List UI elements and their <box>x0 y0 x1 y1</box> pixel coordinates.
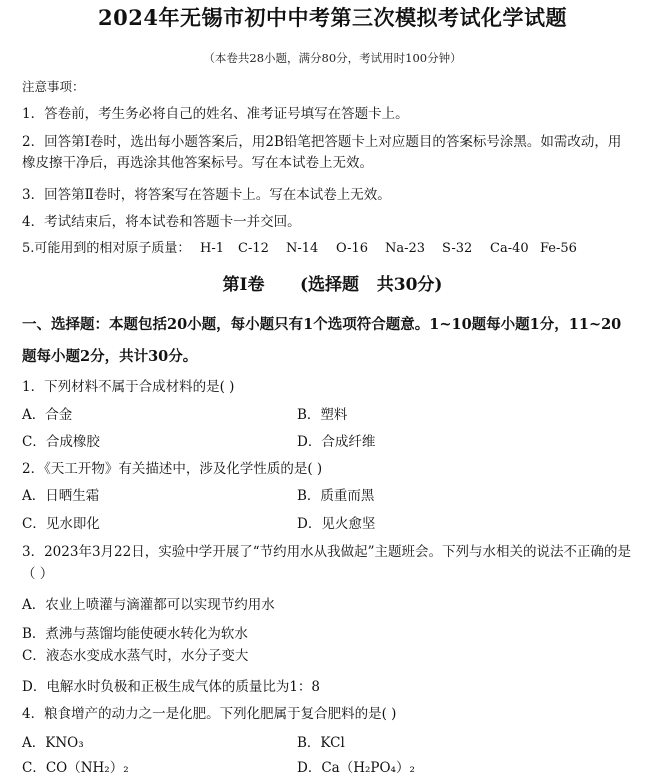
notice-item-4: 4．考试结束后，将本试卷和答题卡一并交回。 <box>22 214 301 230</box>
question-4-option-c: C．CO（NH₂）₂ <box>22 760 129 776</box>
atomic-mass-o: O-16 <box>336 241 369 256</box>
question-4-option-d: D．Ca（H₂PO₄）₂ <box>297 760 415 776</box>
question-4-stem: 4．粮食增产的动力之一是化肥。下列化肥属于复合肥料的是( ) <box>22 706 397 722</box>
document-title: 2024年无锡市初中中考第三次模拟考试化学试题 <box>98 5 567 30</box>
question-3-option-d: D．电解水时负极和正极生成气体的质量比为1：8 <box>22 679 321 695</box>
question-3-option-a: A．农业上喷灌与滴灌都可以实现节约用水 <box>22 597 275 613</box>
section-heading: 第Ⅰ卷 (选择题 共30分) <box>222 275 443 295</box>
atomic-mass-na: Na-23 <box>385 241 426 256</box>
notice-item-2: 2．回答第Ⅰ卷时，选出每小题答案后，用2B铅笔把答题卡上对应题目的答案标号涂黑。如需改动，用 <box>22 134 622 150</box>
atomic-mass-line <box>22 241 577 257</box>
question-3-option-b: B．煮沸与蒸馏均能使硬水转化为软水 <box>22 626 248 642</box>
question-2-stem: 2．《天工开物》有关描述中，涉及化学性质的是( ) <box>22 461 323 477</box>
question-1-option-a: A．合金 <box>22 407 73 423</box>
question-3-stem-cont: （ ） <box>22 566 54 582</box>
question-1-option-c: C．合成橡胶 <box>22 434 100 450</box>
question-1-option-b: B．塑料 <box>297 407 348 423</box>
question-1-option-d: D．合成纤维 <box>297 434 376 450</box>
question-2-option-a: A．日晒生霜 <box>22 488 100 504</box>
atomic-mass-label: 5.可能用到的相对原子质量： <box>22 241 191 256</box>
atomic-mass-fe: Fe-56 <box>540 241 577 256</box>
question-2-option-b: B．质重而黑 <box>297 488 375 504</box>
question-3-stem: 3．2023年3月22日，实验中学开展了“节约用水从我做起”主题班会。下列与水相关的说法不正确的是 <box>22 544 632 560</box>
question-1-stem: 1．下列材料不属于合成材料的是( ) <box>22 379 235 395</box>
notice-heading: 注意事项： <box>22 79 85 94</box>
question-2-option-d: D．见火愈坚 <box>297 516 376 532</box>
notice-item-1: 1．答卷前，考生务必将自己的姓名、准考证号填写在答题卡上。 <box>22 106 409 122</box>
notice-item-2-cont: 橡皮擦干净后，再选涂其他答案标号。写在本试卷上无效。 <box>22 155 373 171</box>
notice-item-3: 3．回答第Ⅱ卷时，将答案写在答题卡上。写在本试卷上无效。 <box>22 187 391 203</box>
atomic-mass-n: N-14 <box>286 241 319 256</box>
question-2-option-c: C．见水即化 <box>22 516 100 532</box>
part-one-title-line2: 题每小题2分，共计30分。 <box>22 348 198 365</box>
document-subtitle: （本卷共28小题，满分80分，考试用时100分钟） <box>203 51 462 65</box>
question-4-option-b: B．KCl <box>297 735 345 751</box>
atomic-mass-s: S-32 <box>442 241 473 256</box>
atomic-mass-h: H-1 <box>200 241 225 256</box>
part-one-title-line1: 一、选择题：本题包括20小题，每小题只有1个选项符合题意。1~10题每小题1分，11~20 <box>22 316 622 333</box>
atomic-mass-ca: Ca-40 <box>490 241 529 256</box>
question-4-option-a: A．KNO₃ <box>22 735 84 751</box>
question-3-option-c: C．液态水变成水蒸气时，水分子变大 <box>22 648 249 664</box>
atomic-mass-c: C-12 <box>238 241 269 256</box>
